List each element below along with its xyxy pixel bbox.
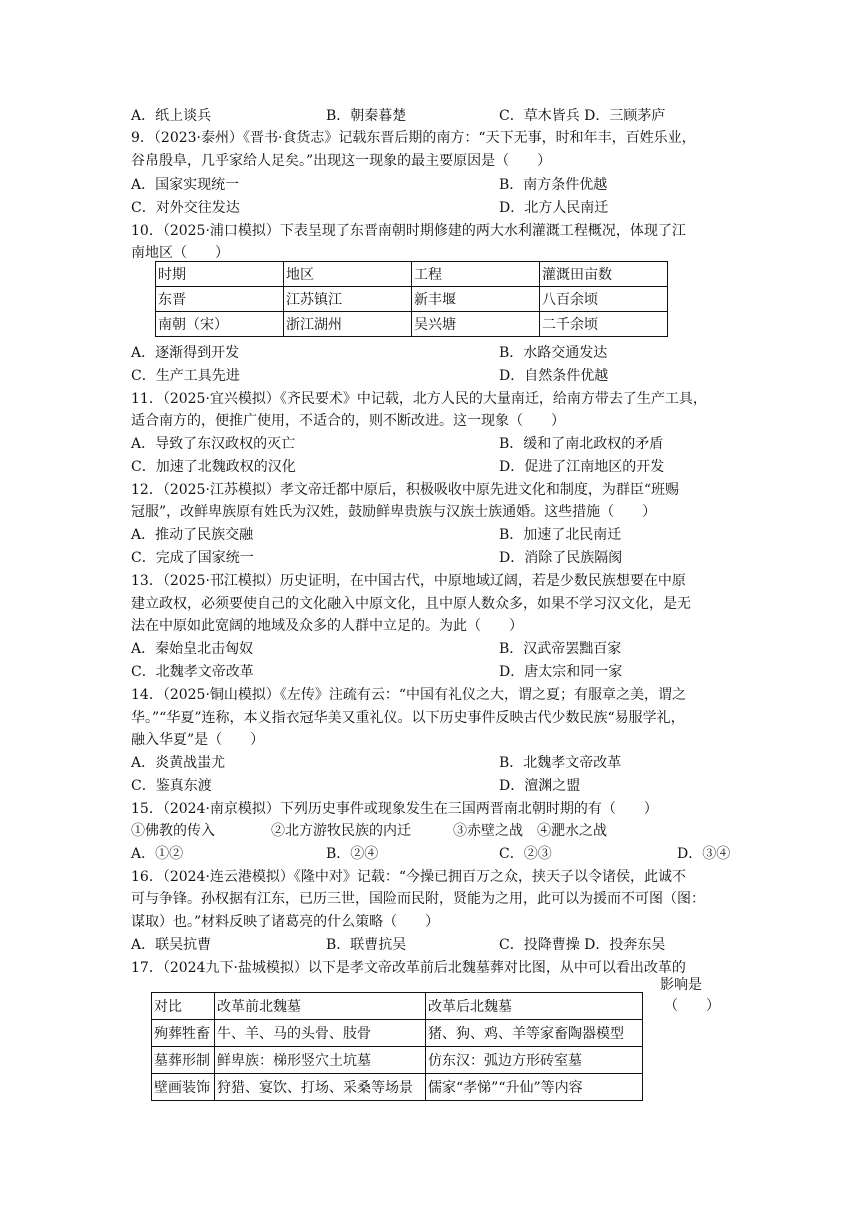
table-cell: 牛、羊、马的头骨、肢骨 bbox=[215, 1020, 426, 1047]
text-line: B．汉武帝罢黜百家 bbox=[499, 641, 622, 657]
text-line: A．①② bbox=[131, 846, 184, 862]
table-cell: 时期 bbox=[156, 262, 284, 287]
text-line: 影响是 bbox=[660, 977, 702, 993]
text-line: 适合南方的，便推广使用，不适合的，则不断改进。这一现象（ ） bbox=[131, 413, 565, 429]
text-line: B．加速了北民南迁 bbox=[499, 527, 622, 543]
table-cell: 狩猎、宴饮、打场、采桑等场景 bbox=[215, 1074, 426, 1101]
table-cell: 二千余顷 bbox=[540, 312, 668, 337]
table-row bbox=[156, 312, 668, 337]
table-cell: 东晋 bbox=[156, 287, 284, 312]
text-line: 可与争锋。孙权据有江东，已历三世，国险而民附，贤能为之用，此可以为援而不可图（图： bbox=[131, 891, 705, 907]
text-line: C．对外交往发达 bbox=[131, 200, 240, 216]
text-line: 谋取）也。”材料反映了诸葛亮的什么策略（ ） bbox=[131, 914, 440, 930]
text-line: D．自然条件优越 bbox=[499, 368, 609, 384]
table-cell: 新丰堰 bbox=[412, 287, 540, 312]
table-row bbox=[152, 993, 643, 1020]
text-line: D．澶渊之盟 bbox=[499, 778, 581, 794]
table-cell: 鲜卑族：梯形竖穴土坑墓 bbox=[215, 1047, 426, 1074]
text-line: B．水路交通发达 bbox=[499, 345, 608, 361]
text-line: C．北魏孝文帝改革 bbox=[131, 664, 254, 680]
table-cell: 仿东汉：弧边方形砖室墓 bbox=[426, 1047, 643, 1074]
text-line: D．北方人民南迁 bbox=[499, 200, 609, 216]
text-line: 融入华夏”是（ ） bbox=[131, 732, 265, 748]
table-cell: 灌溉田亩数 bbox=[540, 262, 668, 287]
table-row bbox=[156, 262, 668, 287]
text-line: A．推动了民族交融 bbox=[131, 527, 254, 543]
table-cell: 改革前北魏墓 bbox=[215, 993, 426, 1020]
text-line: B．北魏孝文帝改革 bbox=[499, 755, 622, 771]
text-line: 11．（2025·宜兴模拟）《齐民要术》中记载，北方人民的大量南迁，给南方带去了生产工具， bbox=[131, 391, 707, 407]
text-line: 17．（2024九下·盐城模拟）以下是孝文帝改革前后北魏墓葬对比图，从中可以看出改革的 bbox=[131, 960, 686, 976]
table-cell: 八百余顷 bbox=[540, 287, 668, 312]
table-cell: 工程 bbox=[412, 262, 540, 287]
text-line: 法在中原如此宽阔的地域及众多的人群中立足的。为此（ ） bbox=[131, 618, 523, 634]
text-line: 13．（2025·邗江模拟）历史证明，在中国古代，中原地域辽阔，若是少数民族想要在中原 bbox=[131, 573, 686, 589]
text-line: C．完成了国家统一 bbox=[131, 550, 254, 566]
text-line: 9．（2023·泰州）《晋书·食货志》记载东晋后期的南方：“天下无事，时和年丰，百姓乐业， bbox=[131, 130, 696, 146]
text-line: 12．（2025·江苏模拟）孝文帝迁都中原后，积极吸收中原先进文化和制度，为群臣“班赐 bbox=[131, 482, 680, 498]
table-row bbox=[152, 1074, 643, 1101]
text-line: 16．（2024·连云港模拟）《隆中对》记载：“今操已拥百万之众，挟天子以令诸侯，此诚不 bbox=[131, 869, 687, 885]
table-cell: 改革后北魏墓 bbox=[426, 993, 643, 1020]
text-line: 冠服”，改鲜卑族原有姓氏为汉姓，鼓励鲜卑贵族与汉族士族通婚。这些措施（ ） bbox=[131, 504, 657, 520]
text-line: A．秦始皇北击匈奴 bbox=[131, 641, 254, 657]
text-line: B．缓和了南北政权的矛盾 bbox=[499, 436, 664, 452]
table-cell: 地区 bbox=[284, 262, 412, 287]
table-cell: 江苏镇江 bbox=[284, 287, 412, 312]
text-line: A．国家实现统一 bbox=[131, 177, 240, 193]
text-line: A．炎黄战蚩尤 bbox=[131, 755, 226, 771]
table-cell: 浙江湖州 bbox=[284, 312, 412, 337]
table-cell: 南朝（宋） bbox=[156, 312, 284, 337]
text-line: B．南方条件优越 bbox=[499, 177, 608, 193]
text-line: C．加速了北魏政权的汉化 bbox=[131, 459, 296, 475]
text-line: A．导致了东汉政权的灭亡 bbox=[131, 436, 296, 452]
irrigation-table bbox=[155, 261, 668, 337]
burial-comparison-table bbox=[151, 992, 643, 1101]
table-cell: 吴兴塘 bbox=[412, 312, 540, 337]
text-line: C．生产工具先进 bbox=[131, 368, 240, 384]
text-line: C．鉴真东渡 bbox=[131, 778, 212, 794]
table-cell: 对比 bbox=[152, 993, 215, 1020]
text-line: A．联吴抗曹 bbox=[131, 937, 212, 953]
table-cell: 墓葬形制 bbox=[152, 1047, 215, 1074]
table-cell: 殉葬牲畜 bbox=[152, 1020, 215, 1047]
text-line: 建立政权，必须要使自己的文化融入中原文化，且中原人数众多，如果不学习汉文化，是无 bbox=[131, 596, 691, 612]
text-line: C．草木皆兵 D．三顾茅庐 bbox=[499, 108, 666, 124]
text-line: 谷帛殷阜，几乎家给人足矣。”出现这一现象的最主要原因是（ ） bbox=[131, 153, 552, 169]
text-line: B．朝秦暮楚 bbox=[326, 108, 407, 124]
text-line: D．消除了民族隔阂 bbox=[499, 550, 623, 566]
text-line: 华。”“华夏”连称，本义指衣冠华美又重礼仪。以下历史事件反映古代少数民族“易服学礼， bbox=[131, 710, 685, 726]
table-cell: 儒家“孝悌”“升仙”等内容 bbox=[426, 1074, 643, 1101]
text-line: 14．（2025·铜山模拟）《左传》注疏有云：“中国有礼仪之大，谓之夏；有服章之美，谓之 bbox=[131, 687, 687, 703]
text-line: D．③④ bbox=[677, 846, 731, 862]
text-line: A．逐渐得到开发 bbox=[131, 345, 240, 361]
text-line: 南地区（ ） bbox=[131, 245, 229, 261]
text-line: B．②④ bbox=[326, 846, 379, 862]
table-cell: 壁画装饰 bbox=[152, 1074, 215, 1101]
text-line: C．②③ bbox=[499, 846, 552, 862]
text-line: D．促进了江南地区的开发 bbox=[499, 459, 665, 475]
table-cell: 猪、狗、鸡、羊等家畜陶器模型 bbox=[426, 1020, 643, 1047]
text-line: B．联曹抗吴 bbox=[326, 937, 407, 953]
text-line: 10．（2025·浦口模拟）下表呈现了东晋南朝时期修建的两大水利灌溉工程概况，体现了江 bbox=[131, 223, 686, 239]
text-line: D．唐太宗和同一家 bbox=[499, 664, 623, 680]
text-line: A．纸上谈兵 bbox=[131, 108, 212, 124]
text-line: ①佛教的传入 ②北方游牧民族的内迁 ③赤壁之战 ④淝水之战 bbox=[131, 823, 607, 839]
table-row bbox=[152, 1020, 643, 1047]
table-row bbox=[152, 1047, 643, 1074]
text-line: C．投降曹操 D．投奔东吴 bbox=[499, 937, 666, 953]
text-line: 15．（2024·南京模拟）下列历史事件或现象发生在三国两晋南北朝时期的有（ ） bbox=[131, 801, 658, 817]
table-row bbox=[156, 287, 668, 312]
text-line: （ ） bbox=[664, 998, 720, 1014]
